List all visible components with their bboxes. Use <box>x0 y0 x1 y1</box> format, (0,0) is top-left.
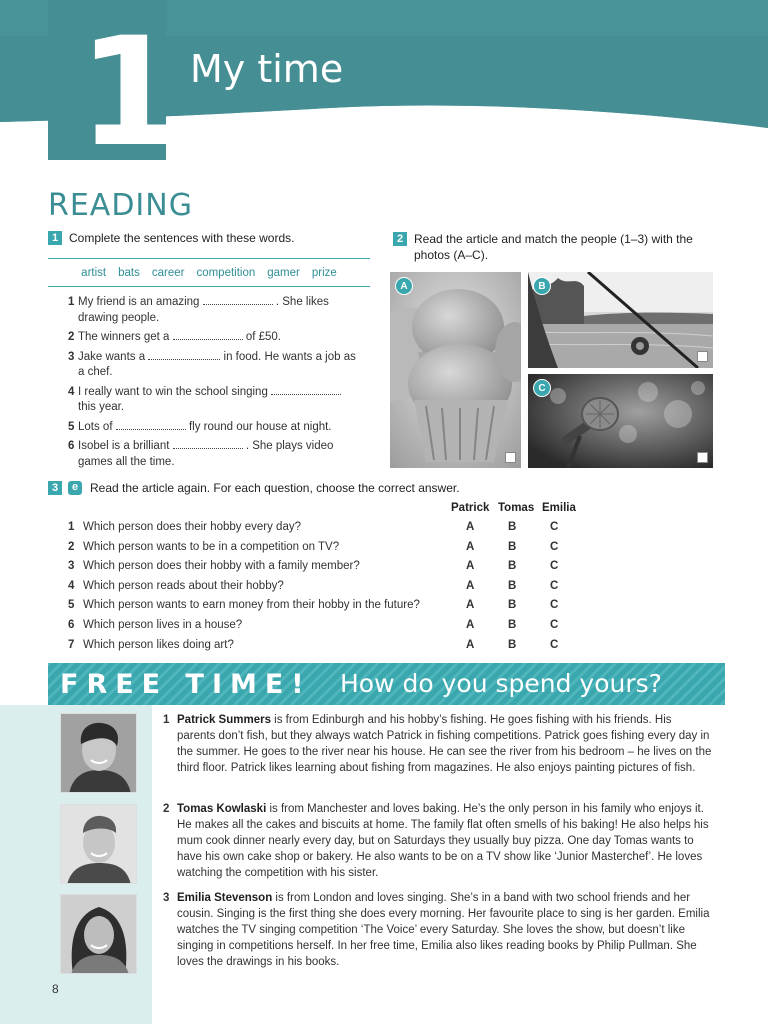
question-row: 7 Which person likes doing art? A B C <box>68 638 559 651</box>
free-time-banner <box>48 663 725 705</box>
unit-title: My time <box>190 47 344 91</box>
answer-gap[interactable] <box>148 350 220 360</box>
option-a[interactable]: A <box>466 638 475 651</box>
sentence-item: 5 Lots of fly round our house at night. <box>68 420 332 433</box>
exercise-number: 3 <box>48 481 62 495</box>
fishing-photo <box>528 272 713 368</box>
option-a[interactable]: A <box>466 560 475 573</box>
exercise-number: 1 <box>48 231 62 245</box>
option-c[interactable]: C <box>550 618 559 631</box>
unit-header <box>0 0 768 180</box>
option-c[interactable]: C <box>550 521 559 533</box>
microphone-photo <box>528 374 713 468</box>
person-name: Patrick Summers <box>177 714 271 726</box>
option-a[interactable]: A <box>466 618 475 631</box>
photo-label-c: C <box>533 379 551 397</box>
answer-gap[interactable] <box>116 420 186 430</box>
option-b[interactable]: B <box>508 599 517 612</box>
question-row: 3 Which person does their hobby with a family member? A B C <box>68 560 559 573</box>
exercise-instruction: Read the article and match the people (1–3) with the <box>414 232 693 246</box>
article-paragraph: 1 Patrick Summers is from Edinburgh and his hobby’s fishing. He goes fishing with his friends. His parents don’t fish, but they always watch Patrick in fishing competitions. Patrick goes fishing every day in the summer. He goes to the river near his house. He can see the river from his bedroom – he lives on the third floor. Patrick likes learning about fishing from magazines. He also enjoys painting pictures of fish. <box>163 714 712 774</box>
option-c[interactable]: C <box>550 540 559 553</box>
answer-gap[interactable] <box>203 295 273 305</box>
unit-number: 1 <box>78 6 177 180</box>
answer-gap[interactable] <box>271 385 341 395</box>
sentence-item: 4 I really want to win the school singing this year. <box>48 385 370 416</box>
word-prize: prize <box>311 266 337 279</box>
portrait-emilia <box>60 894 137 974</box>
question-row: 1 Which person does their hobby every day? A B C <box>68 521 559 533</box>
e-resource-icon: e <box>68 481 82 495</box>
sentence-item: 2 The winners get a of £50. <box>68 331 281 343</box>
word-bats: bats <box>118 266 140 279</box>
option-b[interactable]: B <box>508 560 517 573</box>
exercise-number: 2 <box>393 232 407 246</box>
photo-label-a: A <box>395 277 413 295</box>
option-a[interactable]: A <box>466 579 475 592</box>
option-c[interactable]: C <box>550 599 559 612</box>
column-patrick: Patrick <box>451 502 490 514</box>
sentence-list <box>48 295 370 470</box>
word-competition: competition <box>196 266 256 279</box>
sentence-item: 3 Jake wants a in food. He wants a job as a chef. <box>68 350 356 378</box>
question-list <box>48 521 728 658</box>
column-emilia: Emilia <box>542 502 576 514</box>
page-number: 8 <box>52 982 59 996</box>
article-paragraph: 3 Emilia Stevenson is from London and loves singing. She’s in a band with two school friends and her cousin. Singing is the first thing she does every morning. Her favourite place to sing is her garden. Emilia watches the TV singing competition ‘The Voice’ every Saturday. She loves the show, but doesn’t like singing in competitions herself. In her free time, Emilia also likes reading books by Philip Pullman. She loves the drawings in his books. <box>163 892 710 968</box>
exercise-instruction: Complete the sentences with these words. <box>69 231 295 245</box>
question-row: 6 Which person lives in a house? A B C <box>68 618 559 631</box>
person-name: Emilia Stevenson <box>177 892 273 904</box>
option-a[interactable]: A <box>466 599 475 612</box>
option-b[interactable]: B <box>508 618 517 631</box>
option-c[interactable]: C <box>550 560 559 573</box>
answer-gap[interactable] <box>173 330 243 340</box>
portrait-tomas <box>60 804 137 884</box>
answer-gap[interactable] <box>173 439 243 449</box>
answer-checkbox[interactable] <box>505 452 516 463</box>
question-row: 2 Which person wants to be in a competition on TV? A B C <box>68 540 559 553</box>
exercise-2: 2 Read the article and match the people (1–3) with the photos (A–C). <box>393 231 723 263</box>
answer-checkbox[interactable] <box>697 452 708 463</box>
word-career: career <box>151 266 185 279</box>
exercise-3 <box>48 481 728 661</box>
banner-title: FREE TIME! <box>60 669 312 700</box>
option-c[interactable]: C <box>550 638 559 651</box>
person-name: Tomas Kowlaski <box>177 803 267 815</box>
option-b[interactable]: B <box>508 521 517 533</box>
option-a[interactable]: A <box>466 540 475 553</box>
article <box>0 705 725 1024</box>
sentence-item: 6 Isobel is a brilliant . She plays video games all the time. <box>68 440 334 468</box>
portrait-patrick <box>60 713 137 793</box>
question-row: 5 Which person wants to earn money from their hobby in the future? A B C <box>68 599 559 612</box>
exercise-1 <box>48 231 370 474</box>
option-b[interactable]: B <box>508 579 517 592</box>
option-b[interactable]: B <box>508 638 517 651</box>
word-box <box>48 258 370 287</box>
section-heading: READING <box>48 188 193 223</box>
muffins-photo <box>390 272 521 468</box>
option-a[interactable]: A <box>466 521 475 533</box>
option-b[interactable]: B <box>508 540 517 553</box>
question-row: 4 Which person reads about their hobby? A B C <box>68 579 559 592</box>
article-paragraph: 2 Tomas Kowlaski is from Manchester and loves baking. He’s the only person in his family who enjoys it. He makes all the cakes and biscuits at home. The family flat often smells of his baking! He also helps his mum cook dinner nearly every day, but on Saturdays they usually buy pizza. One day Tomas wants to have his own cake shop or bakery. He also wants to be on a TV show like ‘Junior Masterchef’. He loves watching the competition with his sister. <box>163 803 709 879</box>
word-gamer: gamer <box>267 266 300 279</box>
photo-label-b: B <box>533 277 551 295</box>
answer-checkbox[interactable] <box>697 351 708 362</box>
sentence-item: 1 My friend is an amazing . She likes drawing people. <box>68 296 329 324</box>
exercise-instruction: Read the article again. For each question, choose the correct answer. <box>90 481 460 495</box>
option-c[interactable]: C <box>550 579 559 592</box>
column-tomas: Tomas <box>498 502 535 514</box>
answer-column-headers <box>451 502 576 514</box>
banner-subtitle: How do you spend yours? <box>340 669 662 698</box>
word-artist: artist <box>81 266 107 279</box>
